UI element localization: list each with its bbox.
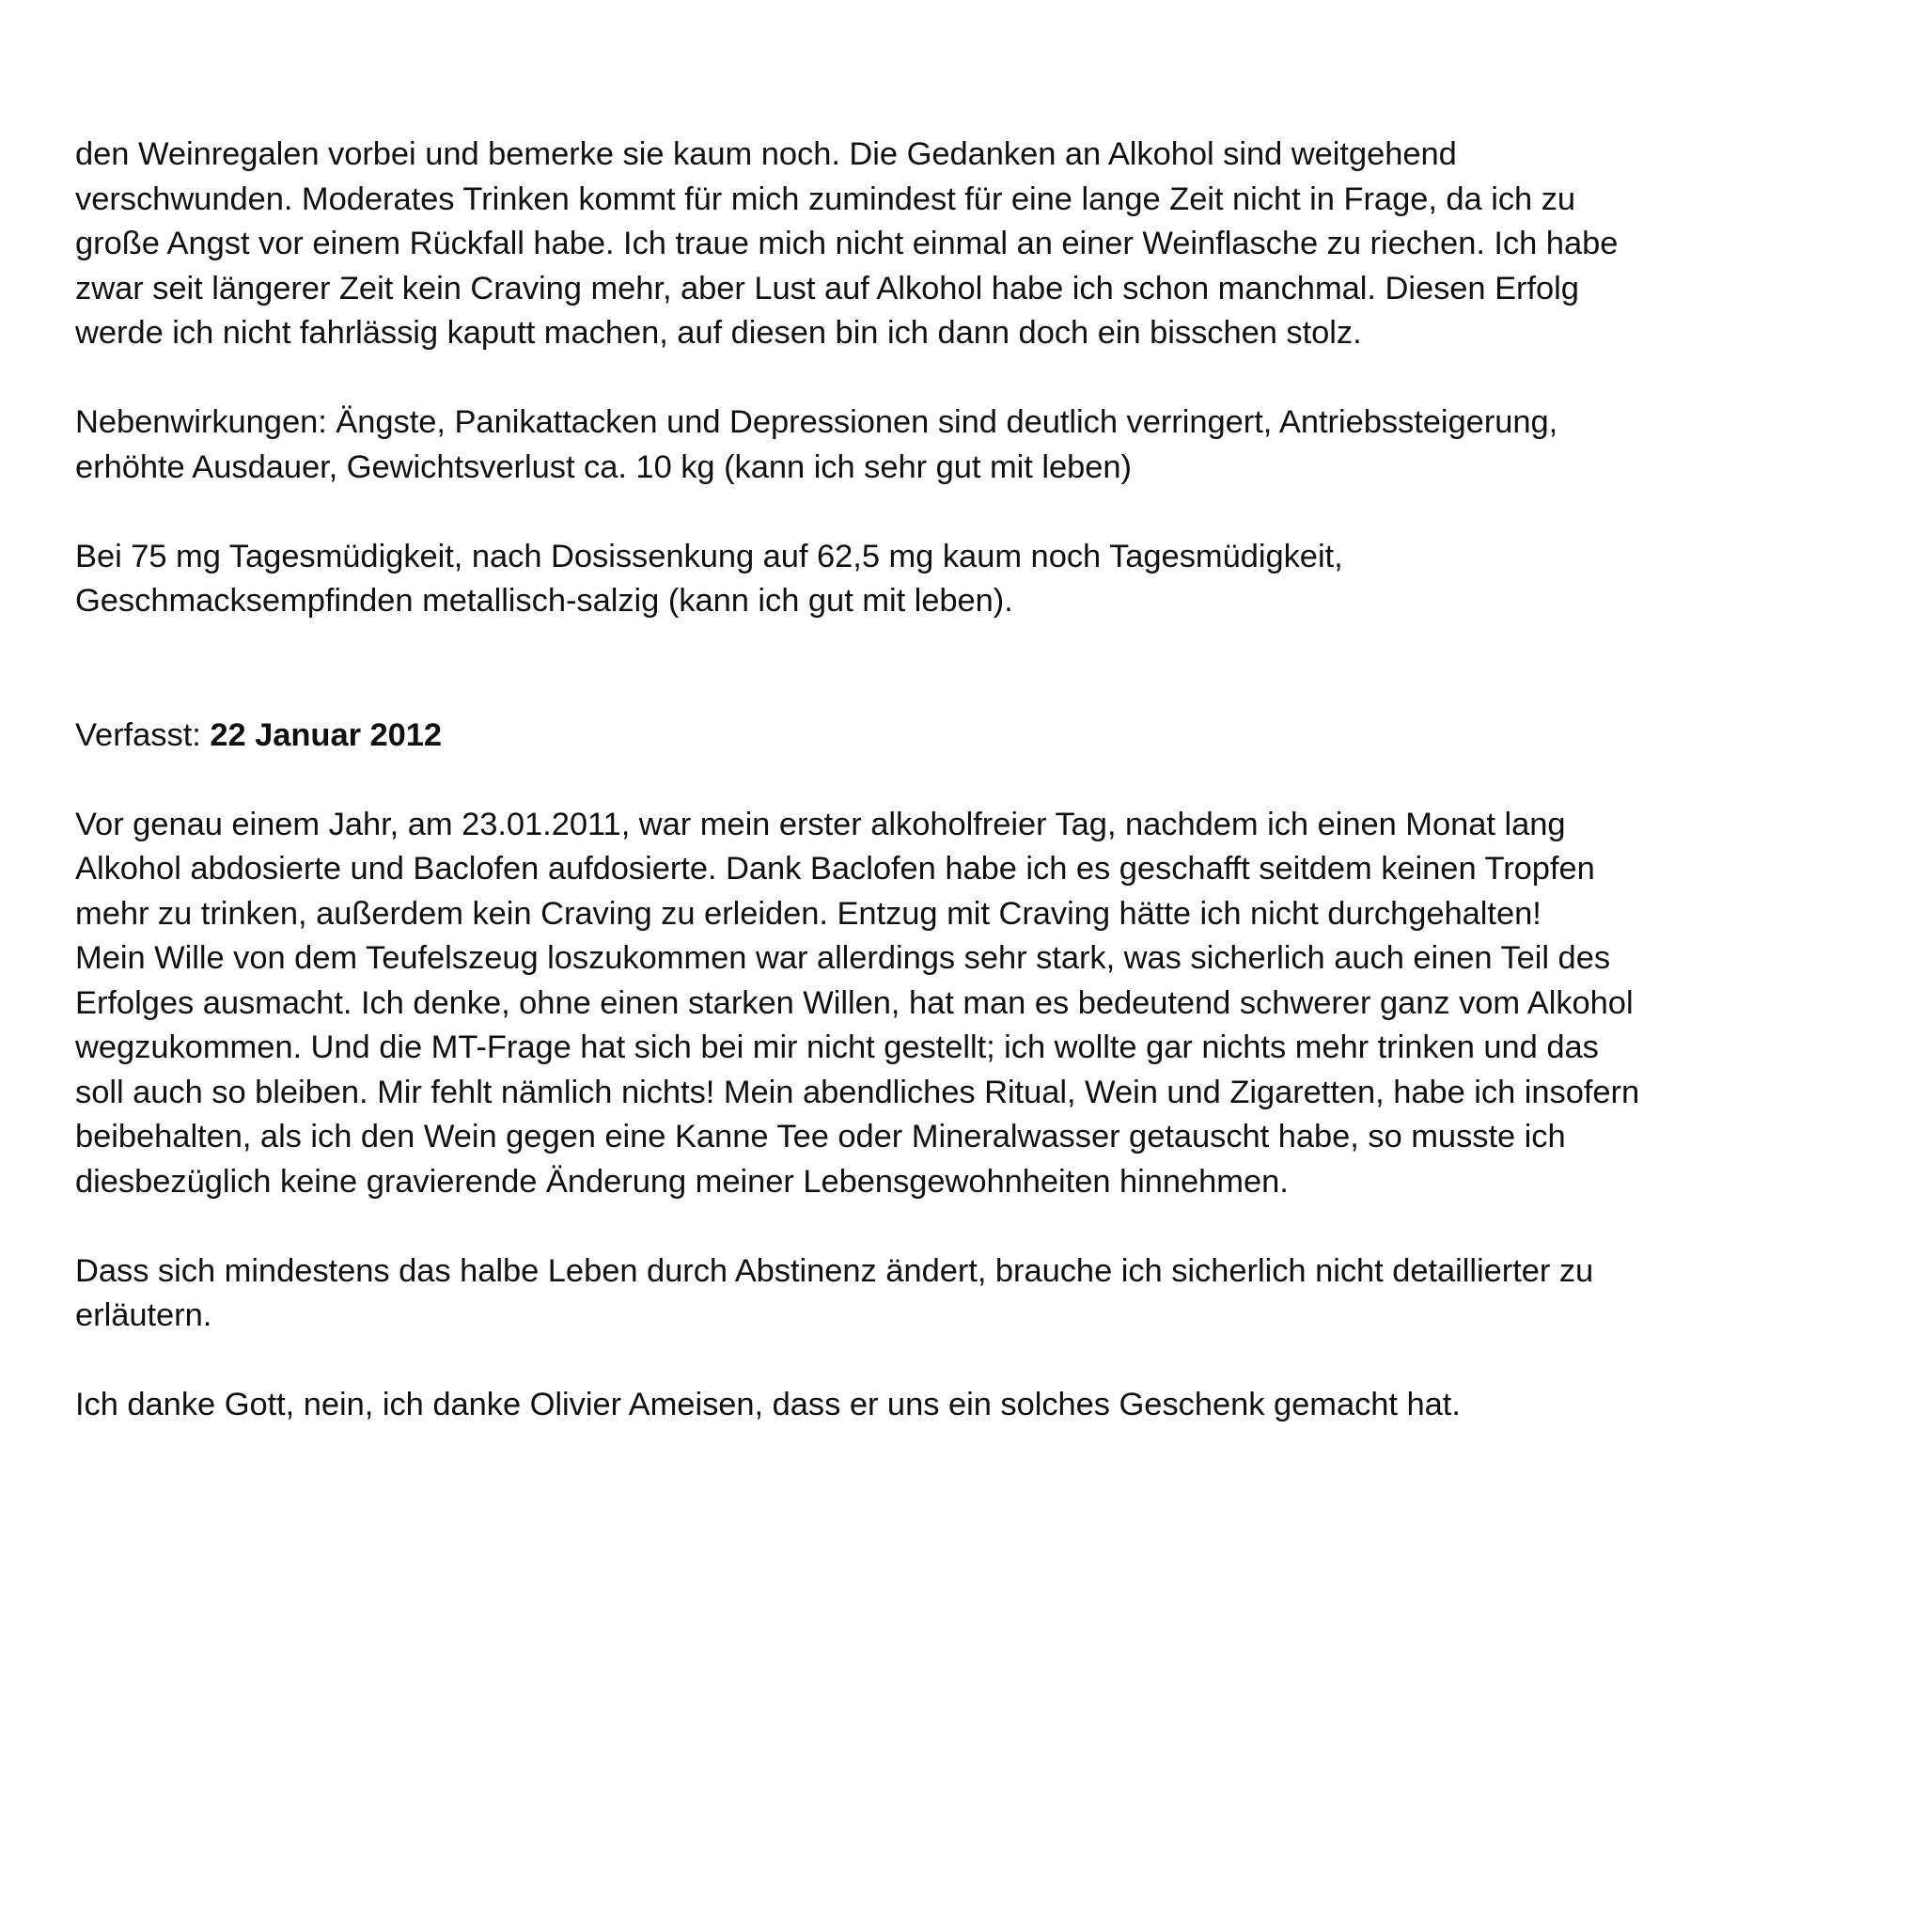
abstinence-paragraph (75, 1249, 1870, 1339)
document-page (75, 133, 1870, 1428)
date-text (75, 714, 1870, 759)
text-line: erhöhte Ausdauer, Gewichtsverlust ca. 10 kg (kann ich sehr gut mit leben) (75, 448, 1132, 485)
dosage-paragraph (75, 535, 1870, 624)
text-line: wegzukommen. Und die MT-Frage hat sich bei mir nicht gestellt; ich wollte gar nichts mehr trinken und das (75, 1029, 1599, 1065)
date-label: Verfasst: (75, 716, 211, 753)
text-line: Bei 75 mg Tagesmüdigkeit, nach Dosissenkung auf 62,5 mg kaum noch Tagesmüdigkeit, (75, 538, 1343, 574)
text-line: Erfolges ausmacht. Ich denke, ohne einen starken Willen, hat man es bedeutend schwerer ganz vom Alkohol (75, 984, 1634, 1021)
side-effects-paragraph (75, 401, 1870, 490)
date-value: 22 Januar 2012 (210, 716, 443, 753)
paragraph-spacer (75, 1339, 1870, 1384)
paragraph-spacer (75, 490, 1870, 535)
date-line (75, 714, 1870, 759)
text-line: große Angst vor einem Rückfall habe. Ich traue mich nicht einmal an einer Weinflasche zu riechen. Ich habe (75, 226, 1619, 261)
text-line: Mein Wille von dem Teufelszeug loszukommen war allerdings sehr stark, was sicherlich auch einen Teil des (75, 940, 1611, 976)
text-line: Ich danke Gott, nein, ich danke Olivier Ameisen, dass er uns ein solches Geschenk gemacht hat. (75, 1387, 1461, 1422)
paragraph-spacer (75, 758, 1870, 803)
text-line: Alkohol abdosierte und Baclofen aufdosierte. Dank Baclofen habe ich es geschafft seitdem keinen Tropfen (75, 851, 1595, 887)
closing-paragraph (75, 1383, 1870, 1428)
text-line: soll auch so bleiben. Mir fehlt nämlich nichts! Mein abendliches Ritual, Wein und Zigaretten, habe ich insofern (75, 1074, 1640, 1110)
text-line: diesbezüglich keine gravierende Änderung meiner Lebensgewohnheiten hinnehmen. (75, 1163, 1289, 1200)
text-line: Vor genau einem Jahr, am 23.01.2011, war mein erster alkoholfreier Tag, nachdem ich einen Monat lang (75, 806, 1566, 842)
text-line: beibehalten, als ich den Wein gegen eine Kanne Tee oder Mineralwasser getauscht habe, so musste ich (75, 1119, 1566, 1154)
text-line: mehr zu trinken, außerdem kein Craving zu erleiden. Entzug mit Craving hätte ich nicht durchgehalten! (75, 895, 1542, 932)
text-line: verschwunden. Moderates Trinken kommt für mich zumindest für eine lange Zeit nicht in Frage, da ich zu (75, 181, 1576, 217)
text-line: erläutern. (75, 1297, 212, 1333)
text-line: werde ich nicht fahrlässig kaputt machen, auf diesen bin ich dann doch ein bisschen stolz. (75, 315, 1362, 351)
section-spacer (75, 624, 1870, 714)
anniversary-paragraph (75, 803, 1870, 1205)
text-line: den Weinregalen vorbei und bemerke sie kaum noch. Die Gedanken an Alkohol sind weitgehend (75, 136, 1457, 172)
paragraph-spacer (75, 1204, 1870, 1249)
intro-paragraph (75, 133, 1870, 356)
text-line: Nebenwirkungen: Ängste, Panikattacken und Depressionen sind deutlich verringert, Antriebssteigerung, (75, 404, 1558, 440)
text-line: Geschmacksempfinden metallisch-salzig (kann ich gut mit leben). (75, 583, 1013, 619)
text-line: zwar seit längerer Zeit kein Craving mehr, aber Lust auf Alkohol habe ich schon manchmal. Diesen Erfolg (75, 270, 1579, 306)
paragraph-spacer (75, 356, 1870, 401)
text-line: Dass sich mindestens das halbe Leben durch Abstinenz ändert, brauche ich sicherlich nicht detaillierter zu (75, 1252, 1594, 1289)
